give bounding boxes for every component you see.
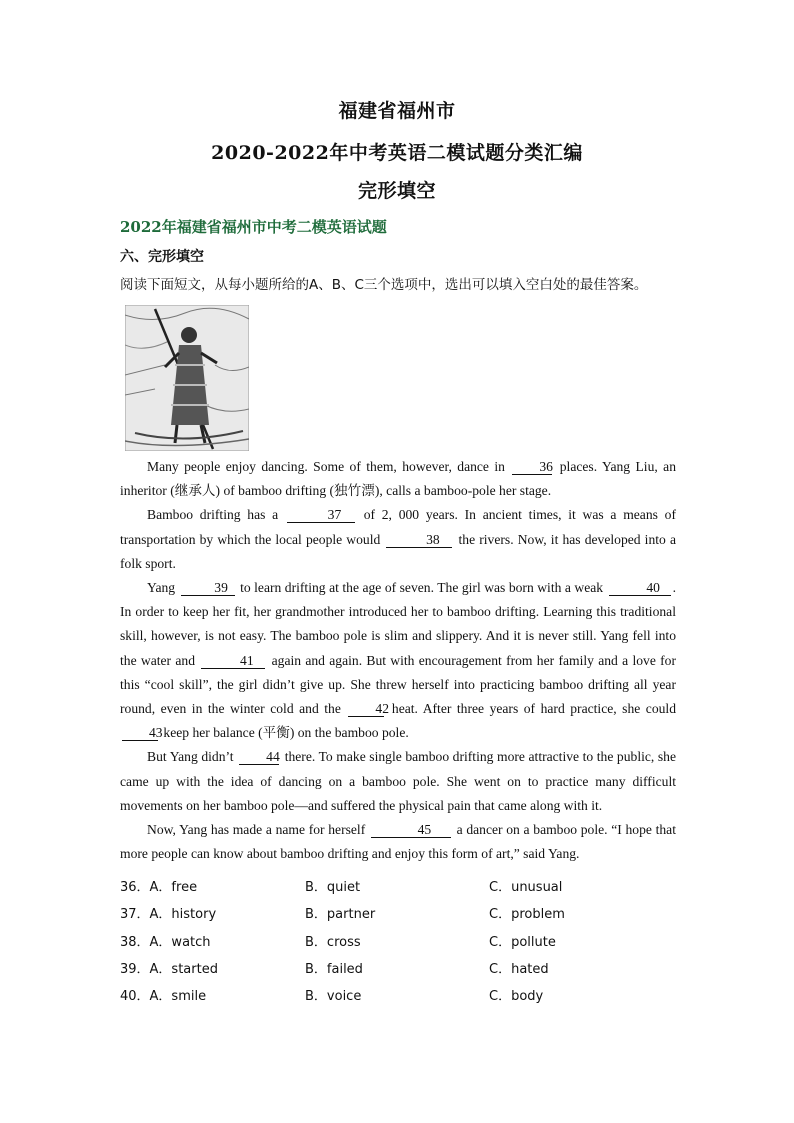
question-options-39 xyxy=(120,958,680,985)
option-b[interactable]: B．cross xyxy=(305,934,361,950)
passage-text: Yang xyxy=(147,580,176,596)
passage-paragraph-4 xyxy=(120,745,676,818)
passage-text: of 2, 000 years. In ancient times, it was a means of transportation by which the local people would xyxy=(120,507,676,547)
passage-text: . In order to keep her fit, her grandmother introduced her to bamboo drifting. Learning this traditional skill, however, is not easy. The bamboo pole is slim and slippery. And it is never still. Yang fell into the water and xyxy=(120,580,677,668)
passage-text: But Yang didn’t xyxy=(147,749,234,765)
option-c[interactable]: C．problem xyxy=(489,907,565,923)
passage-paragraph-1 xyxy=(120,455,676,503)
blank-38[interactable]: 38 xyxy=(386,532,452,548)
blank-37[interactable]: 37 xyxy=(287,507,355,523)
blank-44[interactable]: 44 xyxy=(239,749,279,765)
question-options-37 xyxy=(120,903,680,930)
passage-text: again and again. But with encouragement from her family and a love for this “cool skill”, the girl didn’t give up. She threw herself into practicing bamboo drifting all year round, even in the winter cold and the xyxy=(120,652,676,717)
title-topic: 完形填空 xyxy=(357,180,436,202)
passage-text: Now, Yang has made a name for herself xyxy=(147,822,366,838)
section-title: 2022年福建省福州市中考二模英语试题 xyxy=(120,218,387,236)
option-a[interactable]: 38．A．watch xyxy=(120,934,211,950)
passage-paragraph-2 xyxy=(120,503,676,576)
passage-text: places. Yang Liu, an inheritor (继承人) of bamboo drifting (独竹漂), calls a bamboo-pole her stage. xyxy=(120,459,676,499)
option-c[interactable]: C．hated xyxy=(489,961,549,977)
question-options-36 xyxy=(120,876,680,903)
passage-text: Many people enjoy dancing. Some of them, however, dance in xyxy=(147,459,505,474)
option-a[interactable]: 39．A．started xyxy=(120,961,218,977)
bamboo-drifting-photo xyxy=(125,305,249,451)
passage-text: to learn drifting at the age of seven. The girl was born with a weak xyxy=(240,580,604,596)
blank-36[interactable]: 36 xyxy=(512,459,552,475)
passage-text: there. To make single bamboo drifting more attractive to the public, she came up with the idea of dancing on a bamboo pole. She went on to practice many difficult movements on her bamboo pole—and suffered the physical pain that came along with it. xyxy=(120,749,676,813)
option-c[interactable]: C．pollute xyxy=(489,934,556,950)
blank-39[interactable]: 39 xyxy=(181,580,235,596)
section-part-label: 六、完形填空 xyxy=(120,249,204,265)
blank-45[interactable]: 45 xyxy=(371,822,451,838)
passage-text: Bamboo drifting has a xyxy=(147,507,279,523)
title-exam-collection: 2020-2022年中考英语二模试题分类汇编 xyxy=(211,142,583,164)
passage-paragraph-5 xyxy=(120,818,676,866)
option-b[interactable]: B．partner xyxy=(305,907,376,923)
option-a[interactable]: 40．A．smile xyxy=(120,989,207,1005)
passage-text: heat. After three years of hard practice, she could xyxy=(391,701,676,717)
option-c[interactable]: C．unusual xyxy=(489,880,563,895)
blank-43[interactable]: 43 xyxy=(122,725,158,741)
question-options-40 xyxy=(120,985,680,1012)
passage-text: keep her balance (平衡) on the bamboo pole. xyxy=(163,725,409,741)
title-region: 福建省福州市 xyxy=(338,100,456,122)
option-b[interactable]: B．failed xyxy=(305,961,363,977)
question-options-38 xyxy=(120,931,680,958)
blank-41[interactable]: 41 xyxy=(201,653,265,669)
instructions: 阅读下面短文，从每小题所给的A、B、C三个选项中，选出可以填入空白处的最佳答案。 xyxy=(120,277,648,293)
option-b[interactable]: B．quiet xyxy=(305,880,361,895)
passage-text: the rivers. Now, it has developed into a folk sport. xyxy=(120,531,676,571)
passage-paragraph-3 xyxy=(120,576,676,745)
option-a[interactable]: 36．A．free xyxy=(120,880,198,895)
option-a[interactable]: 37．A．history xyxy=(120,907,217,923)
cloze-passage xyxy=(120,455,676,866)
answer-options xyxy=(120,876,680,1012)
option-c[interactable]: C．body xyxy=(489,989,544,1005)
blank-40[interactable]: 40 xyxy=(609,580,671,596)
blank-42[interactable]: 42 xyxy=(348,701,384,717)
option-b[interactable]: B．voice xyxy=(305,989,362,1005)
passage-text: a dancer on a bamboo pole. “I hope that more people can know about bamboo drifting and enjoy this form of art,” said Yang. xyxy=(120,822,676,862)
